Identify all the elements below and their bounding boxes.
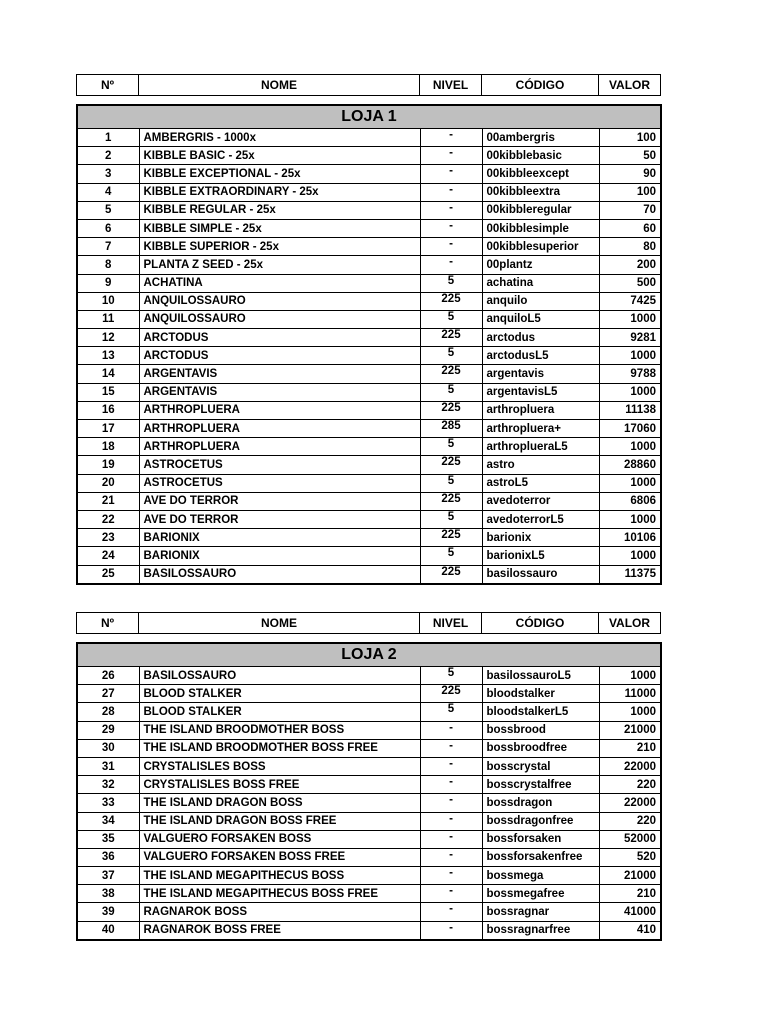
store-table bbox=[76, 642, 662, 941]
item-code: bloodstalkerL5 bbox=[482, 703, 599, 721]
row-number: 36 bbox=[77, 848, 139, 866]
item-code: arthropluera+ bbox=[482, 420, 599, 438]
item-name: VALGUERO FORSAKEN BOSS FREE bbox=[139, 848, 420, 866]
row-number: 22 bbox=[77, 510, 139, 528]
item-level: - bbox=[420, 238, 482, 256]
item-value: 9281 bbox=[599, 329, 661, 347]
item-level: - bbox=[420, 721, 482, 739]
item-level: - bbox=[420, 219, 482, 237]
row-number: 39 bbox=[77, 903, 139, 921]
item-code: barionixL5 bbox=[482, 547, 599, 565]
item-name: ARGENTAVIS bbox=[139, 365, 420, 383]
table-row bbox=[77, 547, 661, 565]
item-code: astro bbox=[482, 456, 599, 474]
item-value: 1000 bbox=[599, 703, 661, 721]
item-code: bossdragon bbox=[482, 794, 599, 812]
column-header-table bbox=[76, 612, 661, 634]
item-value: 50 bbox=[599, 147, 661, 165]
table-row bbox=[77, 529, 661, 547]
item-level: 225 bbox=[420, 529, 482, 547]
row-number: 19 bbox=[77, 456, 139, 474]
item-value: 1000 bbox=[599, 347, 661, 365]
item-value: 210 bbox=[599, 739, 661, 757]
store-1-column-header bbox=[76, 74, 660, 96]
item-value: 220 bbox=[599, 812, 661, 830]
table-row bbox=[77, 565, 661, 584]
row-number: 9 bbox=[77, 274, 139, 292]
item-name: KIBBLE SIMPLE - 25x bbox=[139, 219, 420, 237]
row-number: 4 bbox=[77, 183, 139, 201]
row-number: 33 bbox=[77, 794, 139, 812]
item-code: arthropluera bbox=[482, 401, 599, 419]
table-row bbox=[77, 667, 661, 685]
item-name: CRYSTALISLES BOSS bbox=[139, 757, 420, 775]
item-value: 21000 bbox=[599, 721, 661, 739]
item-code: anquiloL5 bbox=[482, 310, 599, 328]
item-code: 00ambergris bbox=[482, 129, 599, 147]
item-name: KIBBLE BASIC - 25x bbox=[139, 147, 420, 165]
table-row bbox=[77, 510, 661, 528]
column-header-table bbox=[76, 74, 661, 96]
row-number: 34 bbox=[77, 812, 139, 830]
store-title: LOJA 2 bbox=[77, 643, 661, 667]
item-value: 10106 bbox=[599, 529, 661, 547]
item-name: CRYSTALISLES BOSS FREE bbox=[139, 776, 420, 794]
item-value: 410 bbox=[599, 921, 661, 940]
item-value: 7425 bbox=[599, 292, 661, 310]
item-name: THE ISLAND MEGAPITHECUS BOSS FREE bbox=[139, 885, 420, 903]
column-header-no: Nº bbox=[77, 613, 139, 634]
table-row bbox=[77, 292, 661, 310]
item-value: 100 bbox=[599, 183, 661, 201]
item-code: basilossauroL5 bbox=[482, 667, 599, 685]
table-row bbox=[77, 848, 661, 866]
table-row bbox=[77, 238, 661, 256]
item-level: - bbox=[420, 129, 482, 147]
row-number: 7 bbox=[77, 238, 139, 256]
item-level: 5 bbox=[420, 274, 482, 292]
item-code: avedoterrorL5 bbox=[482, 510, 599, 528]
item-value: 22000 bbox=[599, 757, 661, 775]
item-level: - bbox=[420, 885, 482, 903]
row-number: 20 bbox=[77, 474, 139, 492]
item-name: AMBERGRIS - 1000x bbox=[139, 129, 420, 147]
table-row bbox=[77, 776, 661, 794]
item-level: - bbox=[420, 867, 482, 885]
table-row bbox=[77, 794, 661, 812]
item-code: 00kibbleexcept bbox=[482, 165, 599, 183]
item-level: 225 bbox=[420, 565, 482, 584]
item-code: 00kibbleregular bbox=[482, 201, 599, 219]
item-value: 11000 bbox=[599, 685, 661, 703]
item-code: bosscrystalfree bbox=[482, 776, 599, 794]
item-name: THE ISLAND BROODMOTHER BOSS bbox=[139, 721, 420, 739]
item-name: ARGENTAVIS bbox=[139, 383, 420, 401]
table-row bbox=[77, 420, 661, 438]
table-row bbox=[77, 147, 661, 165]
item-level: 5 bbox=[420, 667, 482, 685]
row-number: 11 bbox=[77, 310, 139, 328]
item-value: 90 bbox=[599, 165, 661, 183]
item-code: astroL5 bbox=[482, 474, 599, 492]
item-level: 225 bbox=[420, 456, 482, 474]
item-name: AVE DO TERROR bbox=[139, 492, 420, 510]
row-number: 26 bbox=[77, 667, 139, 685]
item-name: ASTROCETUS bbox=[139, 474, 420, 492]
row-number: 2 bbox=[77, 147, 139, 165]
table-row bbox=[77, 401, 661, 419]
item-code: 00plantz bbox=[482, 256, 599, 274]
item-value: 70 bbox=[599, 201, 661, 219]
row-number: 40 bbox=[77, 921, 139, 940]
item-value: 220 bbox=[599, 776, 661, 794]
item-code: bossragnar bbox=[482, 903, 599, 921]
table-row bbox=[77, 256, 661, 274]
row-number: 1 bbox=[77, 129, 139, 147]
item-value: 21000 bbox=[599, 867, 661, 885]
item-code: arthroplueraL5 bbox=[482, 438, 599, 456]
item-level: 285 bbox=[420, 420, 482, 438]
item-code: barionix bbox=[482, 529, 599, 547]
item-level: - bbox=[420, 848, 482, 866]
item-code: avedoterror bbox=[482, 492, 599, 510]
item-name: BARIONIX bbox=[139, 547, 420, 565]
row-number: 5 bbox=[77, 201, 139, 219]
item-value: 520 bbox=[599, 848, 661, 866]
item-level: 225 bbox=[420, 401, 482, 419]
item-name: THE ISLAND BROODMOTHER BOSS FREE bbox=[139, 739, 420, 757]
item-value: 1000 bbox=[599, 310, 661, 328]
column-header-row bbox=[77, 75, 661, 96]
item-value: 1000 bbox=[599, 383, 661, 401]
store-2-section bbox=[76, 642, 660, 941]
row-number: 23 bbox=[77, 529, 139, 547]
item-name: KIBBLE REGULAR - 25x bbox=[139, 201, 420, 219]
store-2-column-header bbox=[76, 612, 660, 634]
row-number: 24 bbox=[77, 547, 139, 565]
item-level: 5 bbox=[420, 547, 482, 565]
table-row bbox=[77, 201, 661, 219]
item-code: 00kibblesimple bbox=[482, 219, 599, 237]
item-code: bossragnarfree bbox=[482, 921, 599, 940]
table-row bbox=[77, 438, 661, 456]
item-name: ARTHROPLUERA bbox=[139, 438, 420, 456]
item-level: 5 bbox=[420, 347, 482, 365]
item-code: 00kibbleextra bbox=[482, 183, 599, 201]
column-header-valor: VALOR bbox=[599, 613, 661, 634]
item-level: 5 bbox=[420, 510, 482, 528]
item-level: 225 bbox=[420, 365, 482, 383]
column-header-nome: NOME bbox=[139, 75, 420, 96]
item-value: 100 bbox=[599, 129, 661, 147]
table-row bbox=[77, 329, 661, 347]
column-header-codigo: CÓDIGO bbox=[482, 75, 599, 96]
item-name: VALGUERO FORSAKEN BOSS bbox=[139, 830, 420, 848]
item-value: 22000 bbox=[599, 794, 661, 812]
row-number: 13 bbox=[77, 347, 139, 365]
item-name: ACHATINA bbox=[139, 274, 420, 292]
item-level: 5 bbox=[420, 474, 482, 492]
item-name: KIBBLE EXCEPTIONAL - 25x bbox=[139, 165, 420, 183]
item-code: anquilo bbox=[482, 292, 599, 310]
item-level: - bbox=[420, 776, 482, 794]
item-name: RAGNAROK BOSS bbox=[139, 903, 420, 921]
table-row bbox=[77, 739, 661, 757]
item-value: 52000 bbox=[599, 830, 661, 848]
table-row bbox=[77, 830, 661, 848]
table-row bbox=[77, 183, 661, 201]
row-number: 29 bbox=[77, 721, 139, 739]
row-number: 38 bbox=[77, 885, 139, 903]
row-number: 3 bbox=[77, 165, 139, 183]
item-code: bossmega bbox=[482, 867, 599, 885]
row-number: 30 bbox=[77, 739, 139, 757]
table-row bbox=[77, 365, 661, 383]
item-level: 5 bbox=[420, 383, 482, 401]
table-row bbox=[77, 165, 661, 183]
item-value: 80 bbox=[599, 238, 661, 256]
item-level: - bbox=[420, 794, 482, 812]
item-name: KIBBLE EXTRAORDINARY - 25x bbox=[139, 183, 420, 201]
table-row bbox=[77, 492, 661, 510]
item-value: 17060 bbox=[599, 420, 661, 438]
row-number: 31 bbox=[77, 757, 139, 775]
column-header-nivel: NIVEL bbox=[420, 75, 482, 96]
table-row bbox=[77, 347, 661, 365]
item-code: bossdragonfree bbox=[482, 812, 599, 830]
item-code: bosscrystal bbox=[482, 757, 599, 775]
row-number: 8 bbox=[77, 256, 139, 274]
row-number: 10 bbox=[77, 292, 139, 310]
table-row bbox=[77, 129, 661, 147]
table-row bbox=[77, 685, 661, 703]
item-code: achatina bbox=[482, 274, 599, 292]
item-value: 9788 bbox=[599, 365, 661, 383]
item-name: BLOOD STALKER bbox=[139, 703, 420, 721]
item-code: arctodusL5 bbox=[482, 347, 599, 365]
item-value: 200 bbox=[599, 256, 661, 274]
row-number: 28 bbox=[77, 703, 139, 721]
table-row bbox=[77, 885, 661, 903]
item-code: bloodstalker bbox=[482, 685, 599, 703]
item-level: - bbox=[420, 812, 482, 830]
item-name: PLANTA Z SEED - 25x bbox=[139, 256, 420, 274]
item-value: 1000 bbox=[599, 510, 661, 528]
item-name: BARIONIX bbox=[139, 529, 420, 547]
table-row bbox=[77, 903, 661, 921]
store-table bbox=[76, 104, 662, 585]
item-name: ANQUILOSSAURO bbox=[139, 292, 420, 310]
table-row bbox=[77, 921, 661, 940]
row-number: 27 bbox=[77, 685, 139, 703]
item-level: - bbox=[420, 165, 482, 183]
item-level: 225 bbox=[420, 329, 482, 347]
item-name: AVE DO TERROR bbox=[139, 510, 420, 528]
item-code: argentavisL5 bbox=[482, 383, 599, 401]
row-number: 14 bbox=[77, 365, 139, 383]
item-name: ARCTODUS bbox=[139, 347, 420, 365]
item-code: bossforsaken bbox=[482, 830, 599, 848]
item-name: KIBBLE SUPERIOR - 25x bbox=[139, 238, 420, 256]
item-code: bossforsakenfree bbox=[482, 848, 599, 866]
item-code: basilossauro bbox=[482, 565, 599, 584]
table-row bbox=[77, 757, 661, 775]
item-code: 00kibblebasic bbox=[482, 147, 599, 165]
store-1-section bbox=[76, 104, 660, 585]
item-level: - bbox=[420, 830, 482, 848]
column-header-nome: NOME bbox=[139, 613, 420, 634]
item-level: 5 bbox=[420, 438, 482, 456]
column-header-nivel: NIVEL bbox=[420, 613, 482, 634]
item-value: 1000 bbox=[599, 438, 661, 456]
item-level: 225 bbox=[420, 492, 482, 510]
table-row bbox=[77, 383, 661, 401]
item-level: - bbox=[420, 256, 482, 274]
item-level: 225 bbox=[420, 292, 482, 310]
item-level: - bbox=[420, 201, 482, 219]
item-code: bossmegafree bbox=[482, 885, 599, 903]
item-code: bossbrood bbox=[482, 721, 599, 739]
item-code: bossbroodfree bbox=[482, 739, 599, 757]
item-name: BLOOD STALKER bbox=[139, 685, 420, 703]
item-value: 210 bbox=[599, 885, 661, 903]
table-row bbox=[77, 310, 661, 328]
item-value: 11375 bbox=[599, 565, 661, 584]
row-number: 15 bbox=[77, 383, 139, 401]
row-number: 17 bbox=[77, 420, 139, 438]
table-row bbox=[77, 474, 661, 492]
item-name: THE ISLAND MEGAPITHECUS BOSS bbox=[139, 867, 420, 885]
item-level: - bbox=[420, 739, 482, 757]
item-level: - bbox=[420, 147, 482, 165]
row-number: 37 bbox=[77, 867, 139, 885]
item-name: THE ISLAND DRAGON BOSS FREE bbox=[139, 812, 420, 830]
item-name: ARTHROPLUERA bbox=[139, 420, 420, 438]
row-number: 21 bbox=[77, 492, 139, 510]
table-row bbox=[77, 812, 661, 830]
table-row bbox=[77, 456, 661, 474]
item-level: - bbox=[420, 921, 482, 940]
item-value: 11138 bbox=[599, 401, 661, 419]
table-row bbox=[77, 721, 661, 739]
row-number: 6 bbox=[77, 219, 139, 237]
item-value: 6806 bbox=[599, 492, 661, 510]
table-row bbox=[77, 274, 661, 292]
item-name: ANQUILOSSAURO bbox=[139, 310, 420, 328]
item-level: - bbox=[420, 183, 482, 201]
store-title-row bbox=[77, 105, 661, 129]
store-title-row bbox=[77, 643, 661, 667]
item-code: arctodus bbox=[482, 329, 599, 347]
row-number: 25 bbox=[77, 565, 139, 584]
table-row bbox=[77, 867, 661, 885]
table-row bbox=[77, 219, 661, 237]
table-row bbox=[77, 703, 661, 721]
item-code: argentavis bbox=[482, 365, 599, 383]
column-header-codigo: CÓDIGO bbox=[482, 613, 599, 634]
column-header-row bbox=[77, 613, 661, 634]
row-number: 18 bbox=[77, 438, 139, 456]
item-level: 5 bbox=[420, 310, 482, 328]
item-name: THE ISLAND DRAGON BOSS bbox=[139, 794, 420, 812]
item-name: RAGNAROK BOSS FREE bbox=[139, 921, 420, 940]
store-title: LOJA 1 bbox=[77, 105, 661, 129]
row-number: 16 bbox=[77, 401, 139, 419]
item-value: 28860 bbox=[599, 456, 661, 474]
column-header-valor: VALOR bbox=[599, 75, 661, 96]
column-header-no: Nº bbox=[77, 75, 139, 96]
item-name: BASILOSSAURO bbox=[139, 667, 420, 685]
item-name: ARCTODUS bbox=[139, 329, 420, 347]
row-number: 32 bbox=[77, 776, 139, 794]
row-number: 12 bbox=[77, 329, 139, 347]
item-code: 00kibblesuperior bbox=[482, 238, 599, 256]
item-value: 60 bbox=[599, 219, 661, 237]
row-number: 35 bbox=[77, 830, 139, 848]
item-value: 41000 bbox=[599, 903, 661, 921]
item-level: - bbox=[420, 903, 482, 921]
item-value: 1000 bbox=[599, 667, 661, 685]
item-level: - bbox=[420, 757, 482, 775]
item-name: ASTROCETUS bbox=[139, 456, 420, 474]
item-name: ARTHROPLUERA bbox=[139, 401, 420, 419]
item-level: 225 bbox=[420, 685, 482, 703]
item-value: 1000 bbox=[599, 547, 661, 565]
item-name: BASILOSSAURO bbox=[139, 565, 420, 584]
item-value: 500 bbox=[599, 274, 661, 292]
item-value: 1000 bbox=[599, 474, 661, 492]
item-level: 5 bbox=[420, 703, 482, 721]
